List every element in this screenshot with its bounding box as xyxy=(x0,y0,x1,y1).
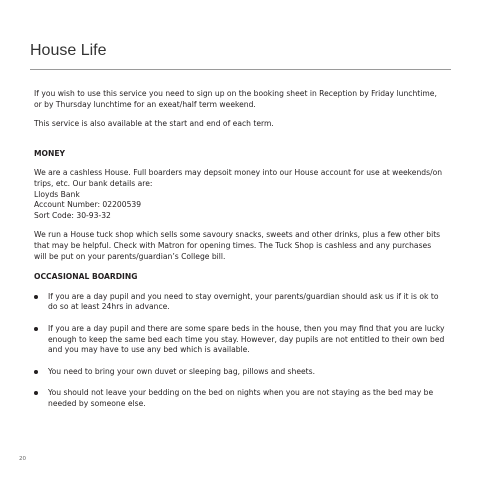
title-divider xyxy=(30,69,451,70)
intro-paragraph-2: This service is also available at the start and end of each term. xyxy=(34,119,274,129)
list-item-text: If you are a day pupil and you need to stay overnight, your parents/guardian should ask us if it is ok to do so at least 24hrs in advance. xyxy=(48,291,439,312)
money-paragraph-1 xyxy=(34,168,446,221)
bullet-icon xyxy=(34,295,38,299)
page-number: 20 xyxy=(19,456,26,462)
page-title: House Life xyxy=(30,42,107,59)
list-item xyxy=(34,324,446,356)
bullet-icon xyxy=(34,370,38,374)
boarding-list xyxy=(34,292,446,410)
account-number: Account Number: 02200539 xyxy=(34,200,142,210)
money-paragraph-2: We run a House tuck shop which sells some savoury snacks, sweets and other drinks, plus a few other bits that may be helpful. Check with Matron for opening times. The Tuck Shop is cashless and any purchases will be put on your parents/guardian’s College bill. xyxy=(34,230,441,261)
intro-paragraph-1: If you wish to use this service you need to sign up on the booking sheet in Reception by Friday lunchtime, or by Thursday lunchtime for an exeat/half term weekend. xyxy=(34,89,437,109)
list-item xyxy=(34,367,446,378)
money-text: We are a cashless House. Full boarders may depsoit money into our House account for use at weekends/on trips, etc. Our bank details are: xyxy=(34,168,443,188)
bullet-icon xyxy=(34,327,38,331)
boarding-heading: OCCASIONAL BOARDING xyxy=(34,272,138,282)
bank-name: Lloyds Bank xyxy=(34,189,80,199)
list-item-text: If you are a day pupil and there are some spare beds in the house, then you may find that you are lucky enough to keep the same bed each time you stay. However, day pupils are not entitled to their own bed and you may have to use any bed which is available. xyxy=(48,323,445,355)
list-item xyxy=(34,292,446,313)
list-item xyxy=(34,388,446,409)
page-body xyxy=(34,89,446,409)
list-item-text: You should not leave your bedding on the bed on nights when you are not staying as the bed may be needed by someone else. xyxy=(48,388,434,408)
list-item-text: You need to bring your own duvet or sleeping bag, pillows and sheets. xyxy=(48,366,316,376)
bullet-icon xyxy=(34,391,38,395)
money-heading: MONEY xyxy=(34,148,66,158)
sort-code: Sort Code: 30-93-32 xyxy=(34,210,111,220)
